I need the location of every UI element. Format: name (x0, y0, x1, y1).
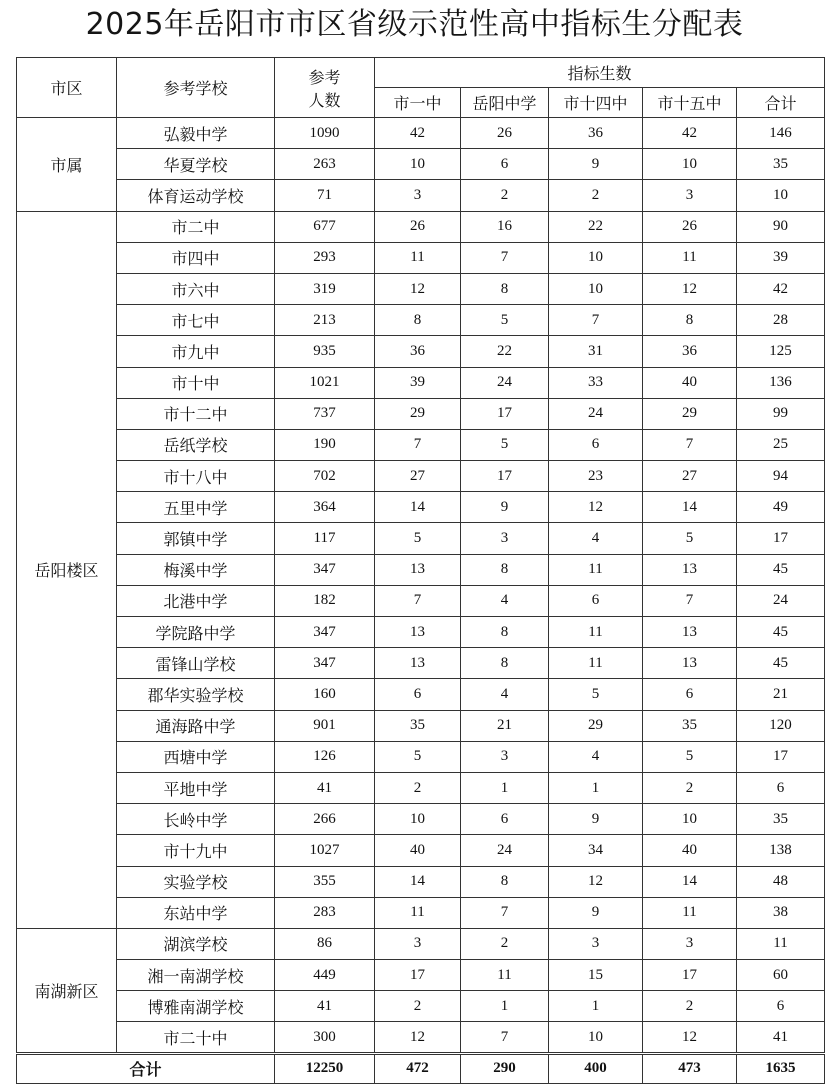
district-cell: 市属 (17, 118, 117, 212)
header-examinees-line2: 人数 (308, 90, 341, 110)
table-row (17, 367, 825, 398)
quota-total-cell: 136 (737, 367, 825, 398)
quota-total-cell: 45 (737, 554, 825, 585)
quota-cell: 7 (549, 305, 643, 336)
quota-cell: 22 (461, 336, 549, 367)
quota-cell: 12 (375, 273, 461, 304)
quota-total-cell: 90 (737, 211, 825, 242)
quota-total-cell: 39 (737, 242, 825, 273)
examinees-cell: 1027 (275, 835, 375, 866)
quota-cell: 17 (375, 960, 461, 991)
quota-cell: 14 (643, 866, 737, 897)
quota-cell: 23 (549, 461, 643, 492)
quota-cell: 4 (461, 679, 549, 710)
quota-total-cell: 17 (737, 523, 825, 554)
quota-total-cell: 48 (737, 866, 825, 897)
school-cell: 岳纸学校 (117, 429, 275, 460)
quota-cell: 13 (375, 648, 461, 679)
examinees-cell: 347 (275, 648, 375, 679)
quota-cell: 3 (375, 180, 461, 211)
quota-cell: 12 (375, 1022, 461, 1053)
table-row (17, 679, 825, 710)
quota-cell: 15 (549, 960, 643, 991)
table-row (17, 928, 825, 959)
quota-total-cell: 99 (737, 398, 825, 429)
examinees-cell: 737 (275, 398, 375, 429)
quota-cell: 5 (375, 523, 461, 554)
quota-cell: 3 (461, 741, 549, 772)
quota-total-cell: 35 (737, 149, 825, 180)
quota-total-cell: 10 (737, 180, 825, 211)
table-row (17, 305, 825, 336)
quota-cell: 6 (549, 585, 643, 616)
quota-total-cell: 120 (737, 710, 825, 741)
examinees-cell: 347 (275, 617, 375, 648)
quota-cell: 9 (461, 492, 549, 523)
quota-cell: 29 (375, 398, 461, 429)
school-cell: 弘毅中学 (117, 118, 275, 149)
table-row (17, 398, 825, 429)
quota-cell: 21 (461, 710, 549, 741)
quota-cell: 3 (643, 180, 737, 211)
table-row (17, 461, 825, 492)
quota-cell: 7 (375, 585, 461, 616)
quota-cell: 13 (643, 554, 737, 585)
quota-cell: 11 (643, 242, 737, 273)
school-cell: 市十九中 (117, 835, 275, 866)
table-row (17, 617, 825, 648)
quota-cell: 13 (643, 648, 737, 679)
quota-cell: 2 (461, 928, 549, 959)
quota-cell: 2 (643, 772, 737, 803)
quota-cell: 22 (549, 211, 643, 242)
table-row (17, 960, 825, 991)
quota-cell: 4 (461, 585, 549, 616)
quota-cell: 36 (375, 336, 461, 367)
quota-cell: 10 (643, 149, 737, 180)
school-cell: 实验学校 (117, 866, 275, 897)
school-cell: 湖滨学校 (117, 928, 275, 959)
school-cell: 长岭中学 (117, 804, 275, 835)
quota-cell: 40 (375, 835, 461, 866)
quota-cell: 8 (461, 617, 549, 648)
quota-cell: 42 (643, 118, 737, 149)
examinees-cell: 449 (275, 960, 375, 991)
quota-cell: 27 (643, 461, 737, 492)
table-row (17, 897, 825, 928)
total-label: 合计 (17, 1053, 275, 1083)
quota-cell: 11 (375, 897, 461, 928)
table-row (17, 772, 825, 803)
header-school: 参考学校 (117, 58, 275, 118)
header-examinees (275, 58, 375, 118)
examinees-cell: 263 (275, 149, 375, 180)
quota-cell: 9 (549, 804, 643, 835)
quota-total-cell: 6 (737, 991, 825, 1022)
quota-cell: 12 (549, 866, 643, 897)
quota-cell: 11 (375, 242, 461, 273)
school-cell: 市四中 (117, 242, 275, 273)
page-title: 2025年岳阳市市区省级示范性高中指标生分配表 (85, 7, 744, 42)
examinees-cell: 319 (275, 273, 375, 304)
examinees-cell: 702 (275, 461, 375, 492)
table-row (17, 273, 825, 304)
examinees-cell: 126 (275, 741, 375, 772)
quota-cell: 8 (375, 305, 461, 336)
quota-cell: 10 (375, 149, 461, 180)
quota-total-cell: 6 (737, 772, 825, 803)
quota-cell: 16 (461, 211, 549, 242)
header-col-total: 合计 (737, 88, 825, 118)
quota-cell: 7 (643, 585, 737, 616)
table-row (17, 741, 825, 772)
school-cell: 市九中 (117, 336, 275, 367)
quota-cell: 13 (375, 554, 461, 585)
quota-total-cell: 38 (737, 897, 825, 928)
quota-total-cell: 94 (737, 461, 825, 492)
quota-cell: 6 (461, 804, 549, 835)
school-cell: 市十二中 (117, 398, 275, 429)
school-cell: 通海路中学 (117, 710, 275, 741)
quota-cell: 40 (643, 367, 737, 398)
quota-cell: 11 (549, 648, 643, 679)
examinees-cell: 213 (275, 305, 375, 336)
school-cell: 市二十中 (117, 1022, 275, 1053)
table-row (17, 336, 825, 367)
quota-cell: 5 (549, 679, 643, 710)
quota-cell: 40 (643, 835, 737, 866)
quota-cell: 11 (461, 960, 549, 991)
school-cell: 市二中 (117, 211, 275, 242)
quota-cell: 9 (549, 149, 643, 180)
quota-cell: 26 (375, 211, 461, 242)
quota-cell: 26 (643, 211, 737, 242)
quota-cell: 2 (549, 180, 643, 211)
table-row (17, 118, 825, 149)
quota-cell: 10 (549, 1022, 643, 1053)
quota-total-cell: 45 (737, 648, 825, 679)
quota-cell: 3 (375, 928, 461, 959)
quota-total-cell: 21 (737, 679, 825, 710)
quota-total-cell: 25 (737, 429, 825, 460)
quota-cell: 3 (461, 523, 549, 554)
quota-cell: 6 (375, 679, 461, 710)
school-cell: 市七中 (117, 305, 275, 336)
school-cell: 博雅南湖学校 (117, 991, 275, 1022)
quota-cell: 9 (549, 897, 643, 928)
school-cell: 华夏学校 (117, 149, 275, 180)
examinees-cell: 160 (275, 679, 375, 710)
total-quota-cell: 290 (461, 1053, 549, 1083)
examinees-cell: 86 (275, 928, 375, 959)
header-quota-group: 指标生数 (375, 58, 825, 88)
table-body (17, 118, 825, 1084)
quota-total-cell: 45 (737, 617, 825, 648)
examinees-cell: 364 (275, 492, 375, 523)
examinees-cell: 283 (275, 897, 375, 928)
school-cell: 市十八中 (117, 461, 275, 492)
examinees-cell: 190 (275, 429, 375, 460)
table-row (17, 710, 825, 741)
quota-cell: 1 (549, 991, 643, 1022)
table-row (17, 835, 825, 866)
quota-cell: 36 (643, 336, 737, 367)
table-row (17, 648, 825, 679)
quota-cell: 14 (643, 492, 737, 523)
quota-cell: 24 (549, 398, 643, 429)
quota-total-cell: 60 (737, 960, 825, 991)
examinees-cell: 347 (275, 554, 375, 585)
quota-cell: 11 (549, 554, 643, 585)
school-cell: 西塘中学 (117, 741, 275, 772)
examinees-cell: 355 (275, 866, 375, 897)
header-examinees-line1: 参考 (308, 67, 341, 87)
examinees-cell: 41 (275, 991, 375, 1022)
table-row (17, 585, 825, 616)
total-quota-cell: 473 (643, 1053, 737, 1083)
quota-cell: 8 (461, 866, 549, 897)
quota-total-cell: 28 (737, 305, 825, 336)
quota-cell: 14 (375, 492, 461, 523)
examinees-cell: 901 (275, 710, 375, 741)
quota-cell: 2 (643, 991, 737, 1022)
quota-cell: 1 (549, 772, 643, 803)
quota-cell: 14 (375, 866, 461, 897)
quota-total-cell: 49 (737, 492, 825, 523)
quota-cell: 1 (461, 991, 549, 1022)
quota-cell: 8 (461, 273, 549, 304)
quota-cell: 36 (549, 118, 643, 149)
examinees-cell: 117 (275, 523, 375, 554)
quota-cell: 5 (643, 741, 737, 772)
header-col-shiyizhong: 市一中 (375, 88, 461, 118)
quota-cell: 6 (549, 429, 643, 460)
quota-cell: 34 (549, 835, 643, 866)
quota-cell: 7 (461, 897, 549, 928)
quota-cell: 1 (461, 772, 549, 803)
quota-cell: 5 (461, 429, 549, 460)
quota-cell: 42 (375, 118, 461, 149)
header-col-shishisizhong: 市十四中 (549, 88, 643, 118)
table-row (17, 554, 825, 585)
table-row (17, 804, 825, 835)
district-cell: 南湖新区 (17, 928, 117, 1053)
quota-total-cell: 11 (737, 928, 825, 959)
quota-cell: 6 (461, 149, 549, 180)
quota-cell: 31 (549, 336, 643, 367)
quota-cell: 4 (549, 523, 643, 554)
quota-cell: 3 (549, 928, 643, 959)
header-district: 市区 (17, 58, 117, 118)
examinees-cell: 1021 (275, 367, 375, 398)
quota-total-cell: 42 (737, 273, 825, 304)
quota-cell: 33 (549, 367, 643, 398)
header-col-shishiwuzhong: 市十五中 (643, 88, 737, 118)
quota-cell: 10 (549, 273, 643, 304)
school-cell: 郡华实验学校 (117, 679, 275, 710)
examinees-cell: 677 (275, 211, 375, 242)
quota-cell: 29 (549, 710, 643, 741)
school-cell: 东站中学 (117, 897, 275, 928)
quota-cell: 13 (375, 617, 461, 648)
examinees-cell: 293 (275, 242, 375, 273)
quota-cell: 4 (549, 741, 643, 772)
school-cell: 湘一南湖学校 (117, 960, 275, 991)
total-grand-cell: 1635 (737, 1053, 825, 1083)
table-row (17, 242, 825, 273)
quota-cell: 2 (461, 180, 549, 211)
quota-total-cell: 41 (737, 1022, 825, 1053)
quota-cell: 3 (643, 928, 737, 959)
examinees-cell: 71 (275, 180, 375, 211)
quota-cell: 35 (643, 710, 737, 741)
examinees-cell: 266 (275, 804, 375, 835)
quota-cell: 5 (375, 741, 461, 772)
quota-total-cell: 24 (737, 585, 825, 616)
quota-cell: 2 (375, 772, 461, 803)
school-cell: 雷锋山学校 (117, 648, 275, 679)
quota-cell: 7 (375, 429, 461, 460)
quota-cell: 10 (549, 242, 643, 273)
school-cell: 五里中学 (117, 492, 275, 523)
school-cell: 郭镇中学 (117, 523, 275, 554)
examinees-cell: 300 (275, 1022, 375, 1053)
table-row (17, 211, 825, 242)
table-row (17, 429, 825, 460)
examinees-cell: 182 (275, 585, 375, 616)
quota-cell: 12 (549, 492, 643, 523)
quota-cell: 7 (461, 242, 549, 273)
quota-cell: 29 (643, 398, 737, 429)
examinees-cell: 935 (275, 336, 375, 367)
total-quota-cell: 472 (375, 1053, 461, 1083)
table-row (17, 866, 825, 897)
examinees-cell: 41 (275, 772, 375, 803)
quota-cell: 11 (549, 617, 643, 648)
quota-cell: 11 (643, 897, 737, 928)
quota-cell: 24 (461, 367, 549, 398)
quota-cell: 5 (461, 305, 549, 336)
school-cell: 梅溪中学 (117, 554, 275, 585)
table-row (17, 991, 825, 1022)
quota-total-cell: 35 (737, 804, 825, 835)
school-cell: 学院路中学 (117, 617, 275, 648)
quota-cell: 26 (461, 118, 549, 149)
quota-cell: 2 (375, 991, 461, 1022)
quota-cell: 7 (461, 1022, 549, 1053)
quota-total-cell: 138 (737, 835, 825, 866)
quota-cell: 13 (643, 617, 737, 648)
quota-total-cell: 125 (737, 336, 825, 367)
table-row (17, 180, 825, 211)
quota-cell: 7 (643, 429, 737, 460)
school-cell: 体育运动学校 (117, 180, 275, 211)
school-cell: 市十中 (117, 367, 275, 398)
total-quota-cell: 400 (549, 1053, 643, 1083)
school-cell: 平地中学 (117, 772, 275, 803)
quota-cell: 17 (461, 398, 549, 429)
header-col-yueyangzhongxue: 岳阳中学 (461, 88, 549, 118)
total-examinees-cell: 12250 (275, 1053, 375, 1083)
quota-table (16, 57, 825, 1084)
examinees-cell: 1090 (275, 118, 375, 149)
quota-total-cell: 17 (737, 741, 825, 772)
quota-cell: 17 (643, 960, 737, 991)
quota-cell: 27 (375, 461, 461, 492)
quota-cell: 35 (375, 710, 461, 741)
total-row (17, 1053, 825, 1083)
quota-cell: 8 (461, 648, 549, 679)
quota-cell: 24 (461, 835, 549, 866)
school-cell: 市六中 (117, 273, 275, 304)
quota-cell: 39 (375, 367, 461, 398)
quota-cell: 12 (643, 1022, 737, 1053)
quota-cell: 10 (375, 804, 461, 835)
quota-cell: 8 (643, 305, 737, 336)
school-cell: 北港中学 (117, 585, 275, 616)
table-row (17, 492, 825, 523)
quota-cell: 17 (461, 461, 549, 492)
quota-cell: 10 (643, 804, 737, 835)
quota-cell: 5 (643, 523, 737, 554)
table-row (17, 523, 825, 554)
district-cell: 岳阳楼区 (17, 211, 117, 928)
table-row (17, 1022, 825, 1053)
quota-cell: 12 (643, 273, 737, 304)
quota-total-cell: 146 (737, 118, 825, 149)
table-row (17, 149, 825, 180)
quota-cell: 8 (461, 554, 549, 585)
quota-cell: 6 (643, 679, 737, 710)
